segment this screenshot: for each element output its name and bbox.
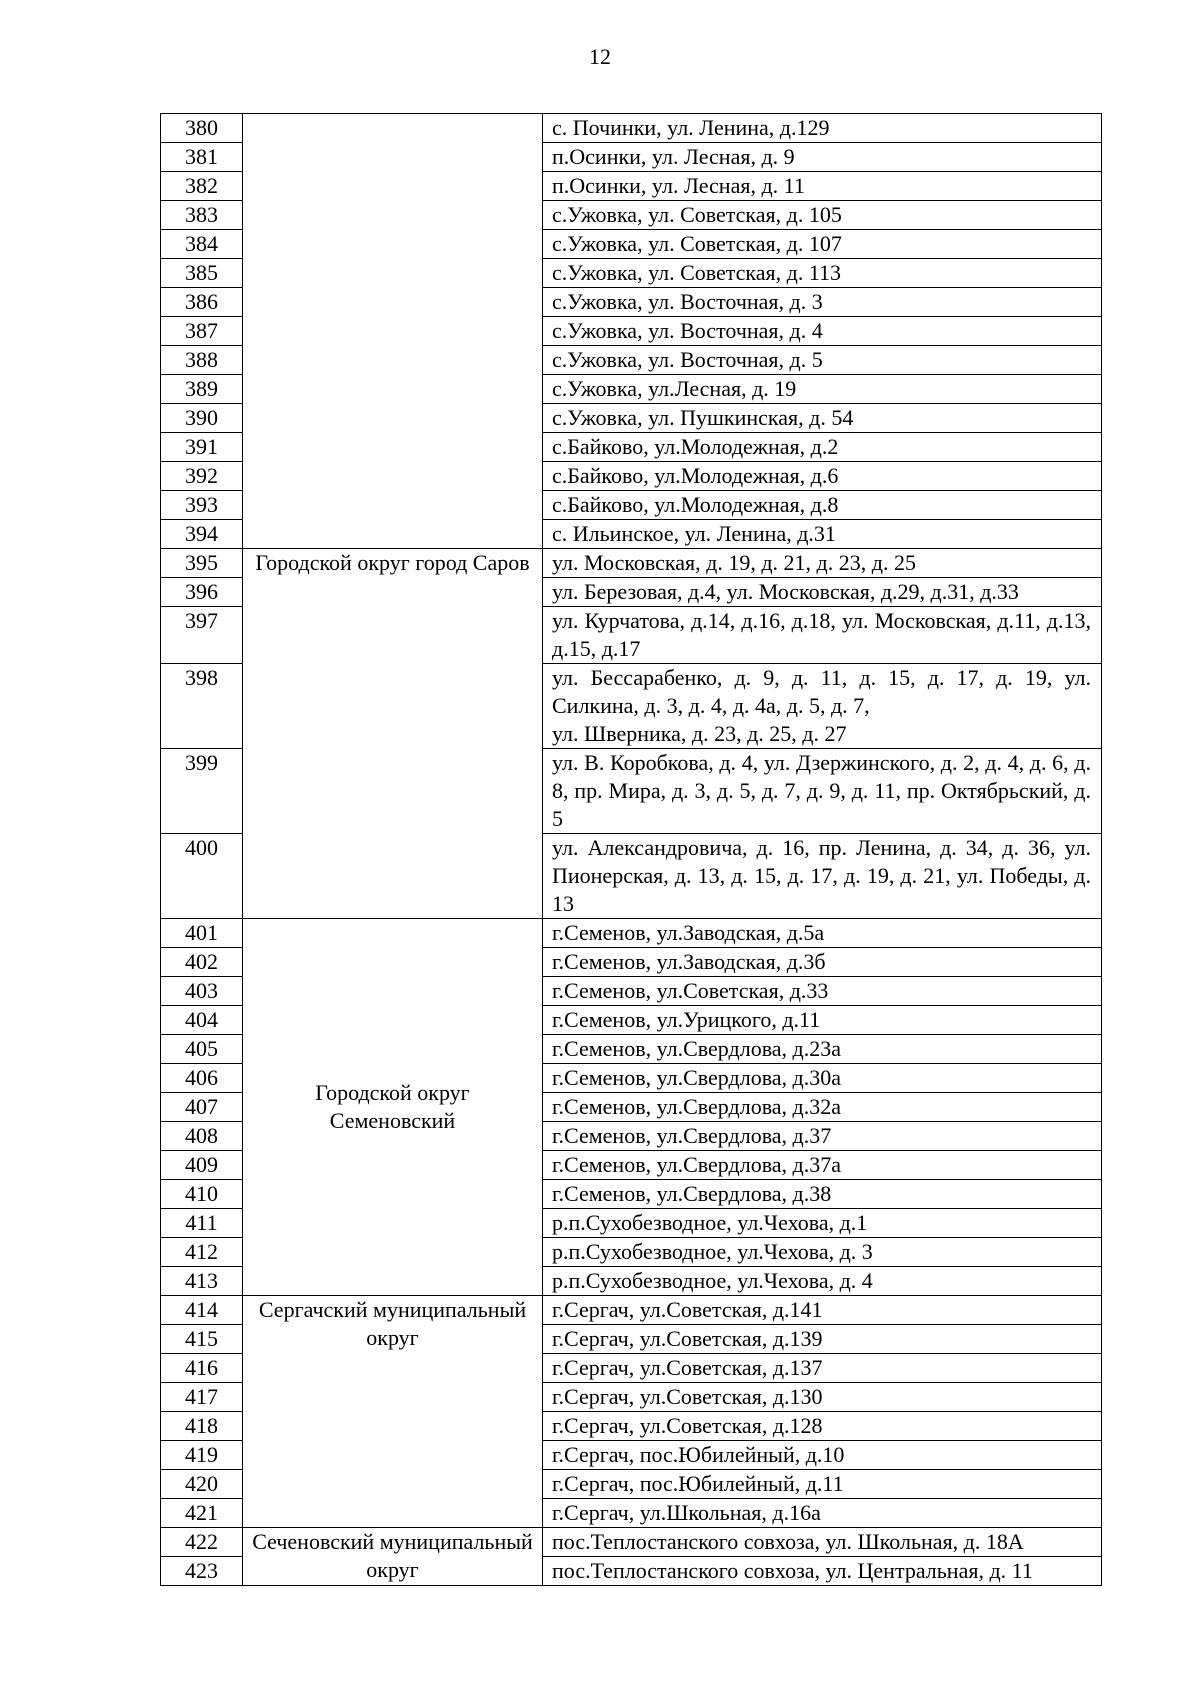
row-number: 389 [161, 375, 243, 404]
address-cell: пос.Теплостанского совхоза, ул. Школьная, д. 18А [543, 1528, 1102, 1557]
district-name: Сергачский муниципальный округ [243, 1296, 543, 1528]
address-cell: р.п.Сухобезводное, ул.Чехова, д. 4 [543, 1267, 1102, 1296]
district-name: Городской округ Семеновский [243, 919, 543, 1296]
address-cell: с.Ужовка, ул. Советская, д. 105 [543, 201, 1102, 230]
row-number: 402 [161, 948, 243, 977]
address-cell: с.Ужовка, ул.Лесная, д. 19 [543, 375, 1102, 404]
address-cell: с.Ужовка, ул. Советская, д. 113 [543, 259, 1102, 288]
row-number: 422 [161, 1528, 243, 1557]
polling-address-table [160, 113, 1102, 1586]
address-cell: ул. Курчатова, д.14, д.16, д.18, ул. Московская, д.11, д.13, д.15, д.17 [543, 607, 1102, 664]
address-cell: п.Осинки, ул. Лесная, д. 9 [543, 143, 1102, 172]
address-cell: с.Байково, ул.Молодежная, д.6 [543, 462, 1102, 491]
address-cell: г.Семенов, ул.Урицкого, д.11 [543, 1006, 1102, 1035]
row-number: 392 [161, 462, 243, 491]
address-cell: г.Семенов, ул.Свердлова, д.37 [543, 1122, 1102, 1151]
address-cell: г.Семенов, ул.Свердлова, д.38 [543, 1180, 1102, 1209]
address-cell: г.Сергач, ул.Советская, д.137 [543, 1354, 1102, 1383]
row-number: 407 [161, 1093, 243, 1122]
row-number: 391 [161, 433, 243, 462]
district-name [243, 114, 543, 549]
row-number: 393 [161, 491, 243, 520]
address-cell: г.Сергач, ул.Советская, д.130 [543, 1383, 1102, 1412]
row-number: 395 [161, 549, 243, 578]
row-number: 420 [161, 1470, 243, 1499]
row-number: 387 [161, 317, 243, 346]
address-cell: ул. Бессарабенко, д. 9, д. 11, д. 15, д. 17, д. 19, ул. Силкина, д. 3, д. 4, д. 4а, д. 5, д. 7, ул. Шверника, д. 23, д. 25, д. 27 [543, 664, 1102, 749]
address-cell: с.Ужовка, ул. Восточная, д. 3 [543, 288, 1102, 317]
address-cell: п.Осинки, ул. Лесная, д. 11 [543, 172, 1102, 201]
row-number: 404 [161, 1006, 243, 1035]
row-number: 406 [161, 1064, 243, 1093]
address-cell: с.Ужовка, ул. Восточная, д. 5 [543, 346, 1102, 375]
row-number: 399 [161, 749, 243, 834]
row-number: 410 [161, 1180, 243, 1209]
address-cell: г.Семенов, ул.Заводская, д.5а [543, 919, 1102, 948]
row-number: 414 [161, 1296, 243, 1325]
address-cell: г.Семенов, ул.Советская, д.33 [543, 977, 1102, 1006]
address-cell: ул. Александровича, д. 16, пр. Ленина, д. 34, д. 36, ул. Пионерская, д. 13, д. 15, д. 17, д. 19, д. 21, ул. Победы, д. 13 [543, 834, 1102, 919]
address-cell: с. Починки, ул. Ленина, д.129 [543, 114, 1102, 143]
row-number: 403 [161, 977, 243, 1006]
row-number: 417 [161, 1383, 243, 1412]
address-cell: г.Сергач, ул.Советская, д.139 [543, 1325, 1102, 1354]
table-row [161, 919, 1102, 948]
row-number: 418 [161, 1412, 243, 1441]
address-cell: р.п.Сухобезводное, ул.Чехова, д.1 [543, 1209, 1102, 1238]
address-cell: ул. Московская, д. 19, д. 21, д. 23, д. 25 [543, 549, 1102, 578]
row-number: 415 [161, 1325, 243, 1354]
address-cell: г.Сергач, пос.Юбилейный, д.11 [543, 1470, 1102, 1499]
address-cell: г.Семенов, ул.Заводская, д.3б [543, 948, 1102, 977]
address-cell: с. Ильинское, ул. Ленина, д.31 [543, 520, 1102, 549]
row-number: 384 [161, 230, 243, 259]
district-name: Сеченовский муниципальный округ [243, 1528, 543, 1586]
row-number: 383 [161, 201, 243, 230]
address-cell: с.Ужовка, ул. Пушкинская, д. 54 [543, 404, 1102, 433]
address-cell: с.Ужовка, ул. Советская, д. 107 [543, 230, 1102, 259]
address-cell: г.Семенов, ул.Свердлова, д.23а [543, 1035, 1102, 1064]
row-number: 423 [161, 1557, 243, 1586]
address-cell: г.Сергач, ул.Советская, д.128 [543, 1412, 1102, 1441]
address-cell: р.п.Сухобезводное, ул.Чехова, д. 3 [543, 1238, 1102, 1267]
address-cell: пос.Теплостанского совхоза, ул. Центральная, д. 11 [543, 1557, 1102, 1586]
row-number: 412 [161, 1238, 243, 1267]
table-row [161, 1296, 1102, 1325]
row-number: 381 [161, 143, 243, 172]
address-cell: г.Семенов, ул.Свердлова, д.30а [543, 1064, 1102, 1093]
table-body [161, 114, 1102, 1586]
address-cell: с.Ужовка, ул. Восточная, д. 4 [543, 317, 1102, 346]
row-number: 421 [161, 1499, 243, 1528]
address-cell: г.Сергач, ул.Школьная, д.16а [543, 1499, 1102, 1528]
row-number: 390 [161, 404, 243, 433]
address-cell: г.Семенов, ул.Свердлова, д.37а [543, 1151, 1102, 1180]
table-row [161, 549, 1102, 578]
address-cell: с.Байково, ул.Молодежная, д.8 [543, 491, 1102, 520]
address-cell: ул. Березовая, д.4, ул. Московская, д.29, д.31, д.33 [543, 578, 1102, 607]
row-number: 400 [161, 834, 243, 919]
page-number: 12 [589, 44, 611, 69]
address-cell: г.Сергач, пос.Юбилейный, д.10 [543, 1441, 1102, 1470]
row-number: 409 [161, 1151, 243, 1180]
row-number: 397 [161, 607, 243, 664]
row-number: 398 [161, 664, 243, 749]
table-row [161, 114, 1102, 143]
row-number: 401 [161, 919, 243, 948]
address-cell: г.Семенов, ул.Свердлова, д.32а [543, 1093, 1102, 1122]
address-cell: ул. В. Коробкова, д. 4, ул. Дзержинского, д. 2, д. 4, д. 6, д. 8, пр. Мира, д. 3, д. 5, д. 7, д. 9, д. 11, пр. Октябрьский, д. 5 [543, 749, 1102, 834]
row-number: 380 [161, 114, 243, 143]
row-number: 385 [161, 259, 243, 288]
row-number: 416 [161, 1354, 243, 1383]
row-number: 394 [161, 520, 243, 549]
row-number: 396 [161, 578, 243, 607]
row-number: 386 [161, 288, 243, 317]
row-number: 388 [161, 346, 243, 375]
address-cell: с.Байково, ул.Молодежная, д.2 [543, 433, 1102, 462]
row-number: 408 [161, 1122, 243, 1151]
row-number: 419 [161, 1441, 243, 1470]
address-cell: г.Сергач, ул.Советская, д.141 [543, 1296, 1102, 1325]
row-number: 382 [161, 172, 243, 201]
row-number: 411 [161, 1209, 243, 1238]
row-number: 405 [161, 1035, 243, 1064]
table-row [161, 1528, 1102, 1557]
row-number: 413 [161, 1267, 243, 1296]
district-name: Городской округ город Саров [243, 549, 543, 919]
